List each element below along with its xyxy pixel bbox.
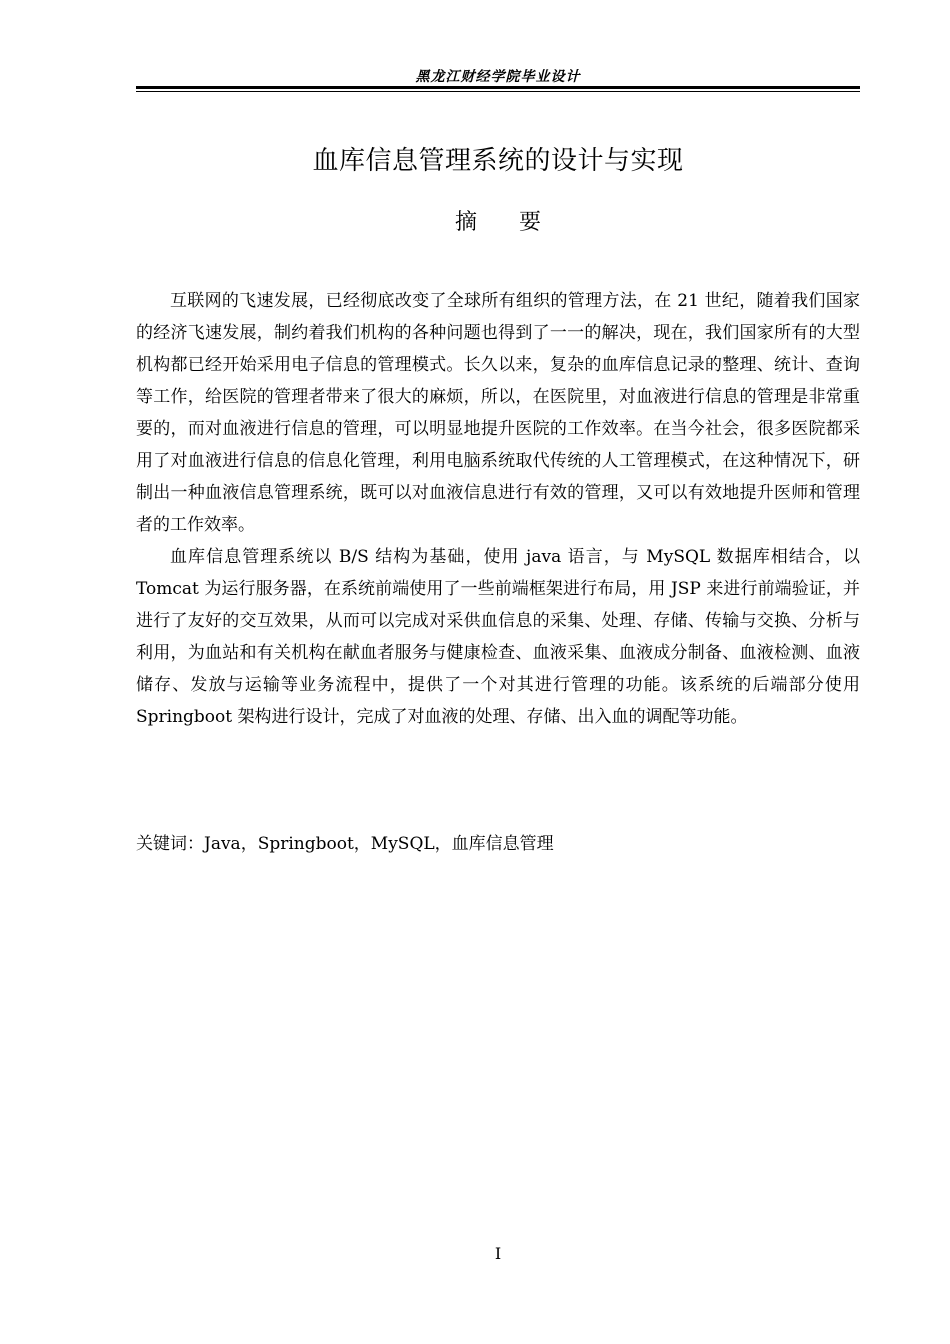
keywords-line: 关键词：Java，Springboot，MySQL，血库信息管理 [136,834,554,854]
abstract-body [136,285,860,733]
running-header: 黑龙江财经学院毕业设计 [415,69,581,85]
abstract-paragraph: 血库信息管理系统以 B/S 结构为基础，使用 java 语言，与 MySQL 数据库相结合，以 Tomcat 为运行服务器，在系统前端使用了一些前端框架进行布局，用 JSP 来进行前端验证，并进行了友好的交互效果，从而可以完成对采供血信息的采集、处理、存储、传输与交换、分析与利用，为血站和有关机构在献血者服务与健康检查、血液采集、血液成分制备、血液检测、血液储存、发放与运输等业务流程中，提供了一个对其进行管理的功能。该系统的后端部分使用 Springboot 架构进行设计，完成了对血液的处理、存储、出入血的调配等功能。 [136,547,860,727]
page-number: I [494,1244,502,1263]
header-rule-thick [136,86,860,89]
abstract-heading: 摘要 [454,210,583,235]
abstract-paragraph: 互联网的飞速发展，已经彻底改变了全球所有组织的管理方法，在 21 世纪，随着我们国家的经济飞速发展，制约着我们机构的各种问题也得到了一一的解决，现在，我们国家所有的大型机构都已经开始采用电子信息的管理模式。长久以来，复杂的血库信息记录的整理、统计、查询等工作，给医院的管理者带来了很大的麻烦，所以，在医院里，对血液进行信息的管理是非常重要的，而对血液进行信息的管理，可以明显地提升医院的工作效率。在当今社会，很多医院都采用了对血液进行信息的信息化管理，利用电脑系统取代传统的人工管理模式，在这种情况下，研制出一种血液信息管理系统，既可以对血液信息进行有效的管理，又可以有效地提升医师和管理者的工作效率。 [136,291,860,535]
header-rule-thin [136,91,860,92]
paper-title: 血库信息管理系统的设计与实现 [312,146,684,176]
